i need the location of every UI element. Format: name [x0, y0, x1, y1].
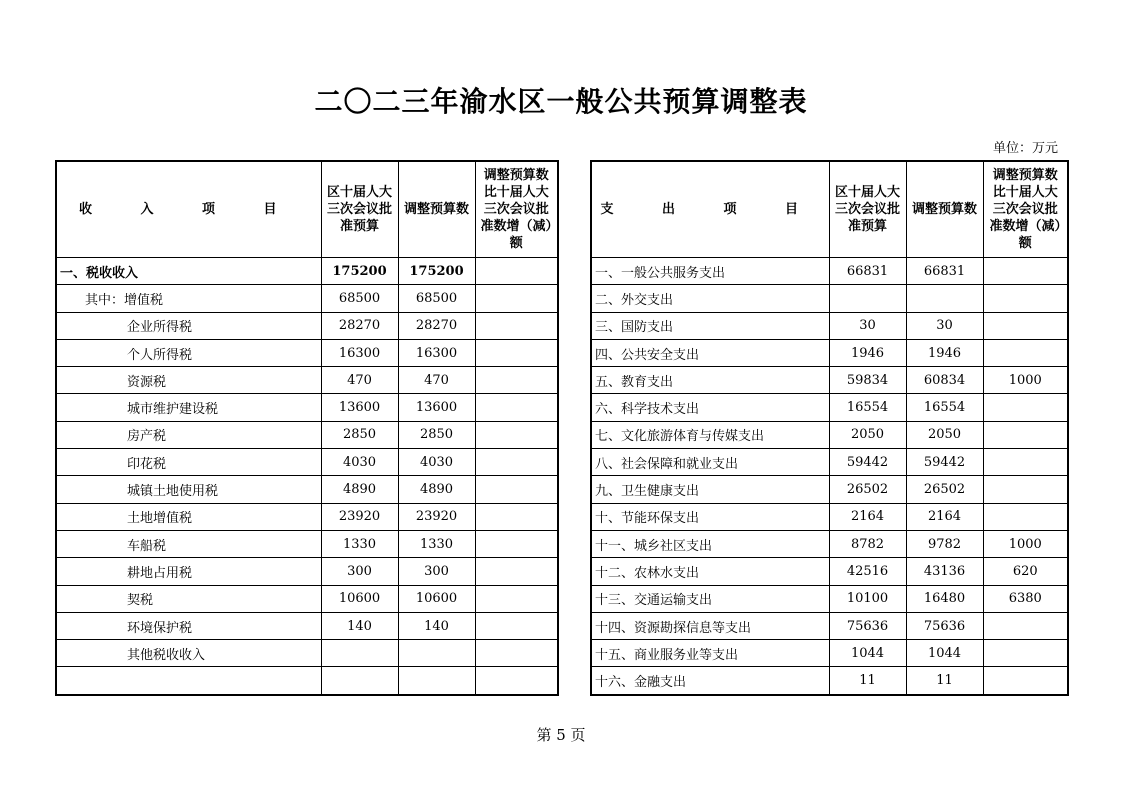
row-item-name: 车船税	[56, 530, 321, 557]
table-row	[591, 449, 1068, 476]
table-row	[56, 476, 558, 503]
row-difference-value	[983, 476, 1068, 503]
row-adjusted-value: 60834	[906, 367, 983, 394]
row-item-name: 九、卫生健康支出	[591, 476, 829, 503]
row-approved-value: 28270	[321, 312, 398, 339]
row-approved-value: 300	[321, 558, 398, 585]
row-adjusted-value	[398, 667, 475, 695]
row-approved-value	[829, 285, 906, 312]
expenditure-table	[590, 160, 1069, 696]
row-item-name: 四、公共安全支出	[591, 339, 829, 366]
unit-label: 单位：万元	[992, 141, 1058, 156]
row-adjusted-value: 59442	[906, 449, 983, 476]
row-difference-value	[983, 612, 1068, 639]
row-item-name: 城镇土地使用税	[56, 476, 321, 503]
row-difference-value	[475, 339, 558, 366]
page-title: 二〇二三年渝水区一般公共预算调整表	[314, 85, 808, 118]
row-adjusted-value: 16554	[906, 394, 983, 421]
row-adjusted-value	[398, 640, 475, 667]
revenue-table-header	[56, 161, 558, 258]
row-approved-value: 10600	[321, 585, 398, 612]
row-item-name: 个人所得税	[56, 339, 321, 366]
row-difference-value	[475, 421, 558, 448]
row-adjusted-value: 43136	[906, 558, 983, 585]
header-revenue-item: 收 入 项 目	[56, 161, 321, 258]
table-row	[591, 285, 1068, 312]
header-adjusted-budget: 调整预算数	[906, 161, 983, 258]
header-difference: 调整预算数比十届人大三次会议批准数增（减）额	[475, 161, 558, 258]
row-item-name: 房产税	[56, 421, 321, 448]
row-adjusted-value: 9782	[906, 530, 983, 557]
row-adjusted-value: 2050	[906, 421, 983, 448]
row-adjusted-value: 4030	[398, 449, 475, 476]
row-approved-value: 10100	[829, 585, 906, 612]
table-row	[591, 640, 1068, 667]
table-row	[56, 312, 558, 339]
row-approved-value: 11	[829, 667, 906, 695]
row-adjusted-value: 23920	[398, 503, 475, 530]
row-approved-value: 30	[829, 312, 906, 339]
table-row	[591, 258, 1068, 285]
row-item-name: 契税	[56, 585, 321, 612]
row-difference-value: 1000	[983, 367, 1068, 394]
row-item-name: 十一、城乡社区支出	[591, 530, 829, 557]
row-item-name: 五、教育支出	[591, 367, 829, 394]
row-difference-value	[475, 394, 558, 421]
row-item-name: 土地增值税	[56, 503, 321, 530]
row-adjusted-value: 16300	[398, 339, 475, 366]
table-row	[56, 612, 558, 639]
row-adjusted-value: 4890	[398, 476, 475, 503]
row-difference-value	[475, 285, 558, 312]
table-row	[591, 312, 1068, 339]
row-difference-value: 6380	[983, 585, 1068, 612]
row-adjusted-value: 175200	[398, 258, 475, 285]
header-adjusted-budget: 调整预算数	[398, 161, 475, 258]
row-difference-value	[983, 640, 1068, 667]
header-approved-budget: 区十届人大三次会议批准预算	[829, 161, 906, 258]
header-difference: 调整预算数比十届人大三次会议批准数增（减）额	[983, 161, 1068, 258]
table-row	[56, 421, 558, 448]
table-row	[591, 612, 1068, 639]
row-approved-value: 2050	[829, 421, 906, 448]
table-row	[56, 367, 558, 394]
row-difference-value	[983, 394, 1068, 421]
row-approved-value: 2164	[829, 503, 906, 530]
row-approved-value: 2850	[321, 421, 398, 448]
row-item-name: 耕地占用税	[56, 558, 321, 585]
row-item-name	[56, 667, 321, 695]
header-expenditure-item: 支 出 项 目	[591, 161, 829, 258]
row-approved-value: 59834	[829, 367, 906, 394]
row-adjusted-value: 66831	[906, 258, 983, 285]
row-adjusted-value: 2164	[906, 503, 983, 530]
row-item-name: 企业所得税	[56, 312, 321, 339]
table-row	[591, 394, 1068, 421]
table-row	[56, 530, 558, 557]
row-item-name: 十六、金融支出	[591, 667, 829, 695]
row-item-name: 三、国防支出	[591, 312, 829, 339]
row-difference-value	[475, 585, 558, 612]
row-item-name: 资源税	[56, 367, 321, 394]
header-approved-budget: 区十届人大三次会议批准预算	[321, 161, 398, 258]
row-approved-value: 75636	[829, 612, 906, 639]
row-adjusted-value	[906, 285, 983, 312]
row-adjusted-value: 1330	[398, 530, 475, 557]
row-approved-value: 16554	[829, 394, 906, 421]
row-difference-value	[475, 312, 558, 339]
row-difference-value	[475, 503, 558, 530]
page-number: 第 5 页	[536, 726, 586, 744]
table-row	[591, 421, 1068, 448]
row-difference-value	[475, 558, 558, 585]
row-adjusted-value: 68500	[398, 285, 475, 312]
row-item-name: 十四、资源勘探信息等支出	[591, 612, 829, 639]
row-difference-value	[475, 367, 558, 394]
table-row	[56, 285, 558, 312]
row-item-name: 十三、交通运输支出	[591, 585, 829, 612]
row-adjusted-value: 1946	[906, 339, 983, 366]
row-adjusted-value: 1044	[906, 640, 983, 667]
row-approved-value	[321, 667, 398, 695]
row-difference-value	[475, 640, 558, 667]
row-item-name: 二、外交支出	[591, 285, 829, 312]
row-item-name: 环境保护税	[56, 612, 321, 639]
row-item-name: 七、文化旅游体育与传媒支出	[591, 421, 829, 448]
row-item-name: 城市维护建设税	[56, 394, 321, 421]
row-difference-value	[475, 258, 558, 285]
row-difference-value	[983, 285, 1068, 312]
row-item-name: 十、节能环保支出	[591, 503, 829, 530]
expenditure-table-header	[591, 161, 1068, 258]
row-item-name: 印花税	[56, 449, 321, 476]
row-adjusted-value: 26502	[906, 476, 983, 503]
table-row	[591, 585, 1068, 612]
row-item-name: 十二、农林水支出	[591, 558, 829, 585]
row-approved-value: 470	[321, 367, 398, 394]
row-adjusted-value: 10600	[398, 585, 475, 612]
table-row	[56, 503, 558, 530]
table-row	[591, 530, 1068, 557]
row-item-name: 八、社会保障和就业支出	[591, 449, 829, 476]
row-difference-value: 620	[983, 558, 1068, 585]
row-adjusted-value: 2850	[398, 421, 475, 448]
row-adjusted-value: 30	[906, 312, 983, 339]
row-approved-value: 1946	[829, 339, 906, 366]
row-item-name: 十五、商业服务业等支出	[591, 640, 829, 667]
table-row	[591, 367, 1068, 394]
row-approved-value: 1330	[321, 530, 398, 557]
table-row	[56, 258, 558, 285]
row-approved-value: 175200	[321, 258, 398, 285]
row-difference-value	[983, 449, 1068, 476]
table-row	[56, 449, 558, 476]
table-row	[56, 585, 558, 612]
row-approved-value: 8782	[829, 530, 906, 557]
row-approved-value: 16300	[321, 339, 398, 366]
row-approved-value: 4890	[321, 476, 398, 503]
table-row	[591, 339, 1068, 366]
row-difference-value	[475, 667, 558, 695]
table-row	[591, 558, 1068, 585]
table-row	[56, 394, 558, 421]
row-approved-value: 59442	[829, 449, 906, 476]
row-difference-value	[983, 421, 1068, 448]
row-difference-value	[475, 530, 558, 557]
row-adjusted-value: 470	[398, 367, 475, 394]
row-item-name: 其他税收收入	[56, 640, 321, 667]
row-approved-value: 66831	[829, 258, 906, 285]
row-approved-value: 13600	[321, 394, 398, 421]
row-approved-value: 42516	[829, 558, 906, 585]
row-approved-value	[321, 640, 398, 667]
row-difference-value: 1000	[983, 530, 1068, 557]
row-difference-value	[475, 612, 558, 639]
row-difference-value	[475, 449, 558, 476]
row-difference-value	[983, 667, 1068, 695]
row-difference-value	[983, 312, 1068, 339]
row-approved-value: 68500	[321, 285, 398, 312]
row-adjusted-value: 75636	[906, 612, 983, 639]
table-row	[591, 503, 1068, 530]
row-item-name: 一、一般公共服务支出	[591, 258, 829, 285]
row-adjusted-value: 300	[398, 558, 475, 585]
table-row	[591, 667, 1068, 695]
row-item-name: 一、税收收入	[56, 258, 321, 285]
row-adjusted-value: 13600	[398, 394, 475, 421]
table-row	[56, 667, 558, 695]
row-adjusted-value: 16480	[906, 585, 983, 612]
row-approved-value: 4030	[321, 449, 398, 476]
table-row	[56, 558, 558, 585]
row-item-name: 其中：增值税	[56, 285, 321, 312]
table-row	[56, 339, 558, 366]
row-approved-value: 26502	[829, 476, 906, 503]
row-adjusted-value: 28270	[398, 312, 475, 339]
row-difference-value	[983, 503, 1068, 530]
row-difference-value	[475, 476, 558, 503]
row-approved-value: 140	[321, 612, 398, 639]
row-approved-value: 23920	[321, 503, 398, 530]
row-item-name: 六、科学技术支出	[591, 394, 829, 421]
row-approved-value: 1044	[829, 640, 906, 667]
row-adjusted-value: 11	[906, 667, 983, 695]
table-row	[56, 640, 558, 667]
row-difference-value	[983, 258, 1068, 285]
revenue-table	[55, 160, 559, 696]
table-row	[591, 476, 1068, 503]
row-adjusted-value: 140	[398, 612, 475, 639]
row-difference-value	[983, 339, 1068, 366]
